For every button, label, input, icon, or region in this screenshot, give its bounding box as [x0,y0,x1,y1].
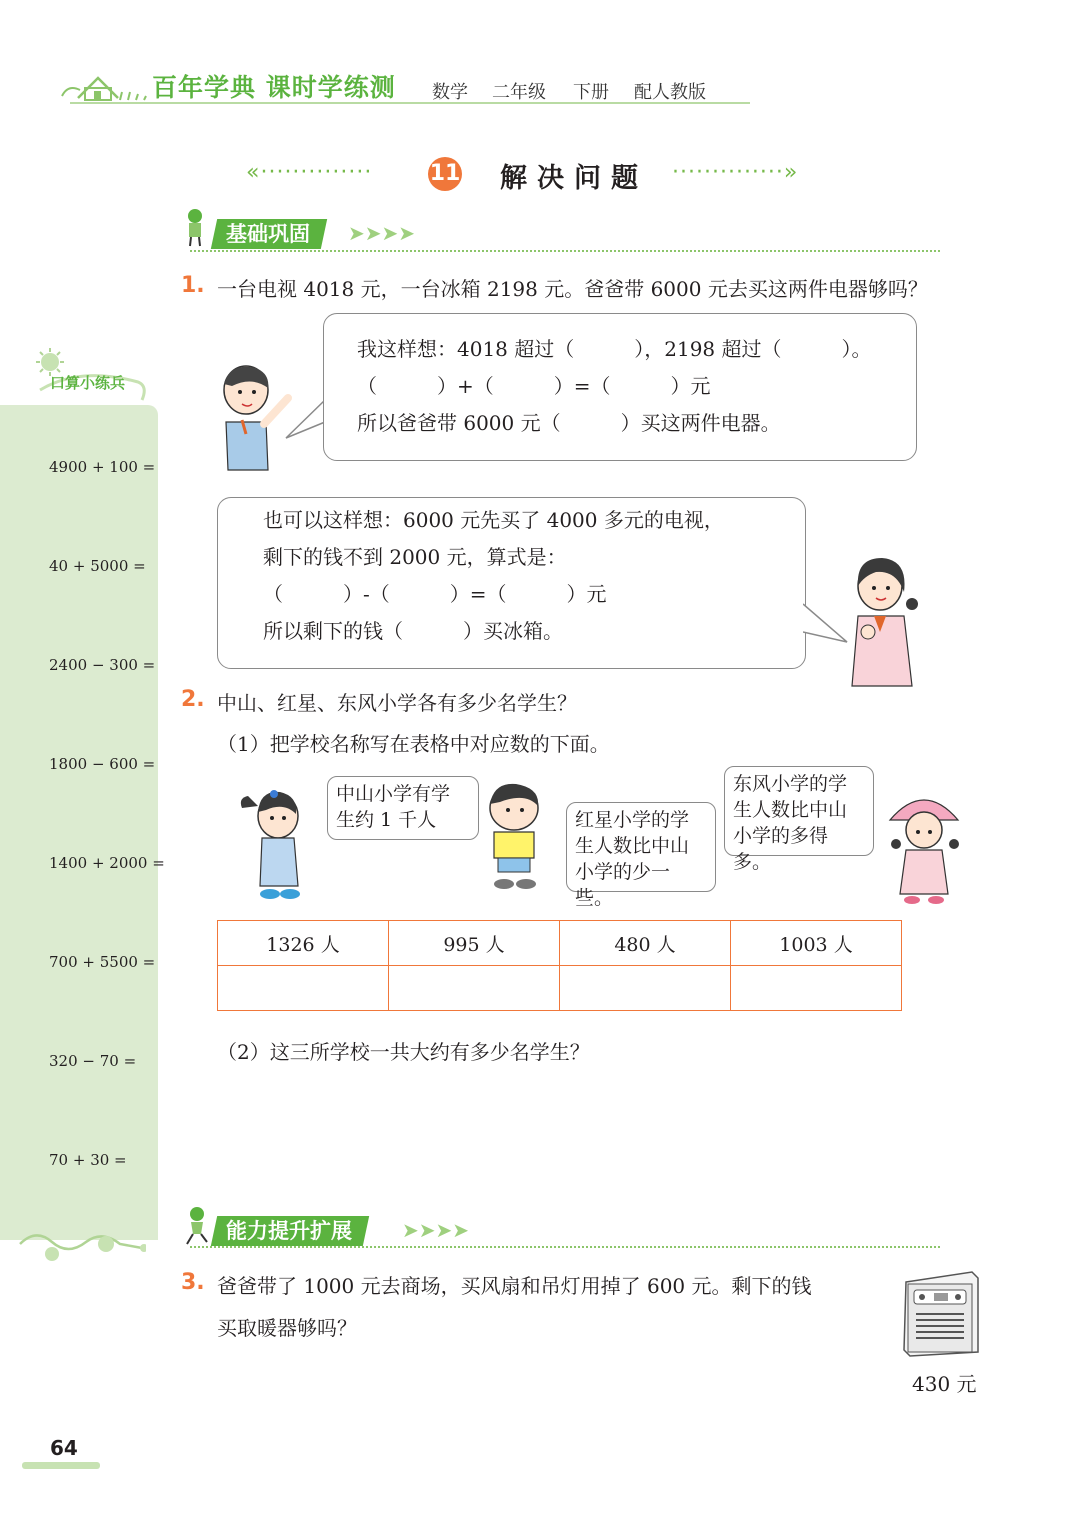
speech-hongxing [566,802,716,909]
oral-calc-panel [0,405,158,1240]
speech-zhongshan [327,776,479,840]
calc-item: 2400 − 300 = [49,656,156,674]
oral-calc-title: 口算小练兵 [50,374,126,392]
kid-mascot-icon [183,208,207,248]
answer-cell[interactable] [389,966,560,1011]
table-cell: 995 人 [389,921,560,966]
bubble2-line1: 也可以这样想：6000 元先买了 4000 多元的电视， [263,508,724,532]
calc-item: 1800 − 600 = [49,755,156,773]
bubble1-line3: 所以爸爸带 6000 元（ ）买这两件电器。 [357,411,781,435]
speech-dongfeng [724,766,874,873]
q3-line2: 买取暖器够吗？ [217,1316,357,1340]
girl-illustration [846,552,918,688]
table-cell: 480 人 [560,921,731,966]
grade-label: 二年级 [492,82,546,103]
q1-text: 一台电视 4018 元，一台冰箱 2198 元。爸爸带 6000 元去买这两件电器够吗？ [217,277,928,301]
section-banner-advanced [211,1216,369,1246]
banner-arrows-icon: ➤➤➤➤ [402,1218,470,1242]
section-basic-label: 基础巩固 [226,222,310,246]
q2-text: 中山、红星、东风小学各有多少名学生？ [217,691,577,715]
heater-price: 430 元 [912,1372,977,1396]
edition-label: 配人教版 [634,82,706,103]
subject-label: 数学 [432,82,468,103]
bubble1-line1: 我这样想：4018 超过（ ），2198 超过（ ）。 [357,337,872,361]
boy-yellow-shirt-illustration [480,780,550,890]
heater-icon [900,1268,982,1360]
left-dots-decoration: «·············· [246,160,373,185]
speech-hongxing-line1: 红星小学的学 [575,809,690,831]
calc-item: 1400 + 2000 = [49,854,165,872]
section-divider [190,1246,940,1248]
speech-dongfeng-line1: 东风小学的学 [733,773,848,795]
bubble2-tail [803,602,849,646]
calc-item: 40 + 5000 = [49,557,146,575]
q2-number: 2. [181,687,205,712]
calc-item: 4900 + 100 = [49,458,156,476]
girl-blue-coat-illustration [238,782,308,902]
bubble1-tail [284,398,326,442]
table-cell: 1326 人 [218,921,389,966]
section-banner-basic [211,219,327,249]
vine-decoration-icon [16,1224,146,1264]
q3-line1: 爸爸带了 1000 元去商场，买风扇和吊灯用掉了 600 元。剩下的钱 [217,1274,812,1298]
school-table [217,920,902,1011]
calc-item: 70 + 30 = [49,1151,127,1169]
calc-item: 320 − 70 = [49,1052,137,1070]
bubble2-line4: 所以剩下的钱（ ）买冰箱。 [263,619,563,643]
answer-cell[interactable] [731,966,902,1011]
table-row [218,921,902,966]
answer-cell[interactable] [218,966,389,1011]
banner-arrows-icon: ➤➤➤➤ [348,221,416,245]
q2-sub2: （2）这三所学校一共大约有多少名学生？ [217,1040,590,1064]
house-logo-icon [58,66,154,106]
speech-bubble-girl [217,497,806,669]
speech-dongfeng-line3: 小学的多得多。 [733,825,829,873]
bubble2-line2: 剩下的钱不到 2000 元，算式是： [263,545,567,569]
lesson-title: 解决问题 [500,163,648,194]
answer-cell[interactable] [560,966,731,1011]
q2-sub1: （1）把学校名称写在表格中对应数的下面。 [217,732,610,756]
girl-pink-hat-illustration [884,786,964,906]
section-divider [190,250,940,252]
table-cell: 1003 人 [731,921,902,966]
runner-mascot-icon [183,1206,211,1246]
table-row [218,966,902,1011]
speech-hongxing-line3: 小学的少一些。 [575,861,671,909]
right-dots-decoration: ··············» [672,160,799,185]
q1-number: 1. [181,273,205,298]
lesson-number-badge: 11 [428,157,462,191]
volume-label: 下册 [573,82,609,103]
bubble2-line3: （ ）-（ ）=（ ）元 [263,582,607,606]
speech-bubble-boy [323,313,917,461]
brand-title: 百年学典 课时学练测 [152,73,396,102]
q3-number: 3. [181,1270,205,1295]
page-number-bar [22,1462,100,1469]
page-number: 64 [50,1436,78,1460]
speech-zhongshan-line2: 生约 1 千人 [336,809,437,831]
speech-dongfeng-line2: 生人数比中山 [733,799,848,821]
speech-hongxing-line2: 生人数比中山 [575,835,690,857]
bubble1-line2: （ ）+（ ）=（ ）元 [357,374,711,398]
section-advanced-label: 能力提升扩展 [226,1219,352,1243]
speech-zhongshan-line1: 中山小学有学 [336,783,451,805]
calc-item: 700 + 5500 = [49,953,156,971]
